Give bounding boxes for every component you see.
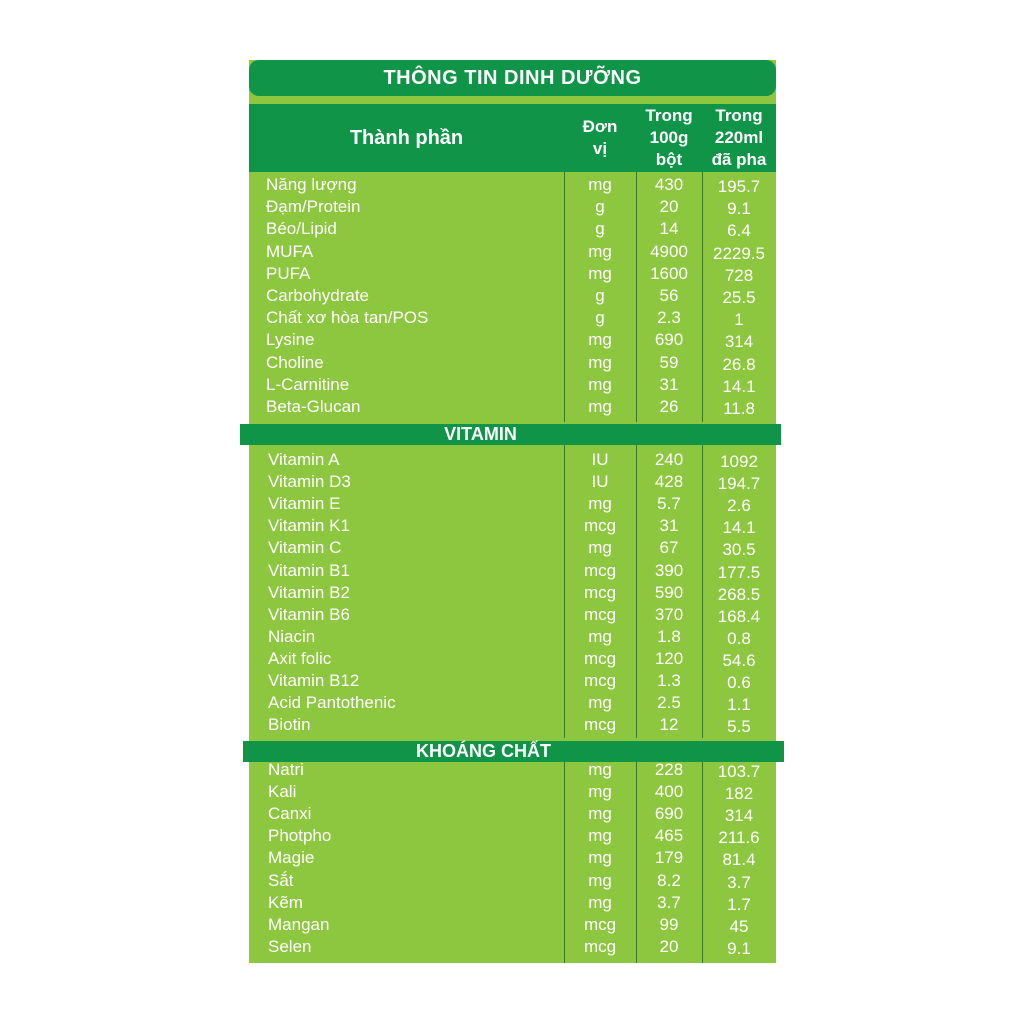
component-name: Photpho <box>268 826 332 846</box>
per-220ml-value: 1.1 <box>727 695 751 715</box>
unit-cell: mg <box>588 397 612 416</box>
component-name: Axit folic <box>268 648 332 668</box>
header-unit <box>564 104 636 172</box>
table-row <box>249 196 776 218</box>
per-220ml-value: 14.1 <box>722 518 756 538</box>
per-100g-value: 120 <box>654 648 684 668</box>
component-name: Vitamin E <box>268 494 341 514</box>
per-220ml-value: 268.5 <box>717 584 761 604</box>
component-name: Selen <box>268 936 312 956</box>
per-100g-value: 428 <box>654 472 684 492</box>
per-100g-value: 20 <box>659 936 679 956</box>
unit-cell: mcg <box>583 516 617 536</box>
component-name: Vitamin K1 <box>268 516 350 536</box>
unit-cell: mcg <box>583 715 617 735</box>
per-220ml-value: 195.7 <box>717 177 761 196</box>
per-100g-value: 179 <box>654 848 684 868</box>
header-unit-line2: vị <box>592 139 608 158</box>
header-per-100g <box>636 104 702 172</box>
component-name: Chất xơ hòa tan/POS <box>266 308 429 328</box>
per-220ml-value: 168.4 <box>717 606 761 626</box>
per-220ml-value: 14.1 <box>722 376 756 396</box>
unit-cell: g <box>595 308 605 328</box>
unit-cell: IU <box>591 472 609 492</box>
unit-cell: mcg <box>583 671 617 690</box>
table-row <box>249 914 776 936</box>
unit-cell: mg <box>588 870 612 890</box>
vitamin-section-header <box>240 424 781 445</box>
header-100g-line3: bột <box>655 150 683 169</box>
table-row <box>249 329 776 351</box>
table-row <box>249 582 776 604</box>
per-100g-value: 20 <box>659 197 679 217</box>
table-row <box>249 870 776 892</box>
per-220ml-value: 30.5 <box>722 540 756 560</box>
unit-cell: g <box>595 219 605 239</box>
unit-cell: mcg <box>583 648 617 668</box>
unit-cell: mcg <box>583 582 617 602</box>
unit-cell: mcg <box>583 560 617 580</box>
table-row <box>249 803 776 825</box>
per-220ml-value: 6.4 <box>727 221 751 241</box>
per-220ml-value: 1.7 <box>727 894 751 914</box>
per-100g-value: 12 <box>659 715 679 735</box>
per-220ml-value: 26.8 <box>722 354 756 374</box>
per-220ml-value: 9.1 <box>727 938 751 958</box>
per-220ml-value: 728 <box>724 265 754 285</box>
per-220ml-value: 1 <box>734 310 744 330</box>
table-row <box>249 515 776 537</box>
component-name: Carbohydrate <box>266 286 370 305</box>
header-component <box>249 104 564 172</box>
table-row <box>249 560 776 582</box>
header-220ml-line1: Trong <box>715 106 763 125</box>
per-100g-value: 8.2 <box>657 870 681 890</box>
component-name: Acid Pantothenic <box>268 693 396 713</box>
table-row <box>249 648 776 670</box>
unit-cell: g <box>595 286 605 305</box>
nutrition-title-text: THÔNG TIN DINH DƯỠNG <box>383 66 642 89</box>
table-row <box>249 892 776 914</box>
table-row <box>249 670 776 692</box>
table-row <box>249 759 776 781</box>
unit-cell: mcg <box>583 914 617 934</box>
header-220ml-line3: đã pha <box>711 150 767 169</box>
per-220ml-value: 81.4 <box>722 850 756 870</box>
per-100g-value: 2.3 <box>657 308 681 328</box>
per-100g-value: 31 <box>659 374 679 394</box>
header-220ml-line2: 220ml <box>714 128 764 147</box>
component-name: Năng lượng <box>266 175 357 194</box>
header-100g-line1: Trong <box>645 106 693 125</box>
per-220ml-value: 182 <box>724 784 754 804</box>
unit-cell: mcg <box>583 936 617 956</box>
table-row <box>249 825 776 847</box>
per-220ml-value: 54.6 <box>722 650 756 670</box>
unit-cell: g <box>595 197 605 217</box>
header-component-label: Thành phần <box>349 127 464 149</box>
component-name: Đạm/Protein <box>266 197 361 217</box>
table-row <box>249 449 776 471</box>
component-name: Vitamin D3 <box>268 472 351 492</box>
per-100g-value: 400 <box>654 782 684 802</box>
unit-cell: mg <box>588 330 612 350</box>
per-100g-value: 430 <box>654 175 684 194</box>
per-220ml-value: 103.7 <box>717 762 761 781</box>
unit-cell: mg <box>588 175 612 194</box>
table-row <box>249 263 776 285</box>
component-name: Magie <box>268 848 315 868</box>
component-name: PUFA <box>266 263 311 283</box>
per-100g-value: 590 <box>654 582 684 602</box>
component-name: Kẽm <box>268 892 303 912</box>
unit-cell: mg <box>588 352 612 372</box>
per-100g-value: 31 <box>659 516 679 536</box>
unit-cell: mg <box>588 892 612 912</box>
per-100g-value: 3.7 <box>657 892 681 912</box>
component-name: Vitamin A <box>268 450 340 469</box>
unit-cell: mg <box>588 538 612 558</box>
table-row <box>249 604 776 626</box>
component-name: Lysine <box>266 330 315 350</box>
component-name: Vitamin B2 <box>268 582 350 602</box>
per-100g-value: 26 <box>659 397 679 416</box>
table-row <box>249 307 776 329</box>
per-100g-value: 465 <box>654 826 684 846</box>
header-100g-line2: 100g <box>649 128 689 147</box>
component-name: Beta-Glucan <box>266 397 361 416</box>
per-220ml-value: 45 <box>729 916 749 936</box>
component-name: Natri <box>268 760 304 779</box>
table-row <box>249 241 776 263</box>
component-name: Mangan <box>268 914 330 934</box>
table-row <box>249 396 776 418</box>
unit-cell: IU <box>591 450 609 469</box>
table-row <box>249 352 776 374</box>
per-220ml-value: 2.6 <box>727 496 751 516</box>
per-220ml-value: 25.5 <box>722 288 756 307</box>
table-row <box>249 781 776 803</box>
unit-cell: mg <box>588 693 612 713</box>
table-row <box>249 692 776 714</box>
per-220ml-value: 2229.5 <box>713 243 765 263</box>
nutrition-title <box>249 60 776 96</box>
per-100g-value: 5.7 <box>657 494 681 514</box>
per-100g-value: 370 <box>654 604 684 624</box>
per-220ml-value: 1092 <box>720 452 758 471</box>
per-220ml-value: 314 <box>724 806 754 826</box>
table-row <box>249 493 776 515</box>
table-header <box>249 104 776 172</box>
per-100g-value: 690 <box>654 330 684 350</box>
table-row <box>249 847 776 869</box>
component-name: Vitamin B6 <box>268 604 350 624</box>
per-100g-value: 1600 <box>650 263 688 283</box>
per-220ml-value: 9.1 <box>727 199 751 219</box>
per-100g-value: 2.5 <box>657 693 681 713</box>
vitamin-section-title: VITAMIN <box>444 424 517 444</box>
per-100g-value: 240 <box>654 450 684 469</box>
per-220ml-value: 177.5 <box>717 562 761 582</box>
unit-cell: mcg <box>583 604 617 624</box>
unit-cell: mg <box>588 760 612 779</box>
per-100g-value: 690 <box>654 804 684 824</box>
table-row <box>249 174 776 196</box>
per-100g-value: 1.8 <box>657 626 681 646</box>
component-name: Vitamin B12 <box>268 671 360 690</box>
table-row <box>249 936 776 958</box>
table-row <box>249 218 776 240</box>
unit-cell: mg <box>588 826 612 846</box>
header-unit-line1: Đơn <box>582 117 618 136</box>
unit-cell: mg <box>588 848 612 868</box>
per-220ml-value: 3.7 <box>727 872 751 892</box>
per-100g-value: 59 <box>659 352 679 372</box>
per-220ml-value: 194.7 <box>717 474 761 494</box>
component-name: Choline <box>266 352 324 372</box>
component-name: Canxi <box>268 804 312 824</box>
component-name: Kali <box>268 782 297 802</box>
table-row <box>249 471 776 493</box>
unit-cell: mg <box>588 263 612 283</box>
unit-cell: mg <box>588 782 612 802</box>
component-name: Biotin <box>268 715 311 735</box>
per-100g-value: 228 <box>654 760 684 779</box>
component-name: L-Carnitine <box>266 374 350 394</box>
component-name: Sắt <box>268 870 294 890</box>
header-per-220ml <box>702 104 776 172</box>
unit-cell: mg <box>588 626 612 646</box>
per-100g-value: 99 <box>659 914 679 934</box>
per-100g-value: 67 <box>659 538 679 558</box>
unit-cell: mg <box>588 241 612 261</box>
per-220ml-value: 314 <box>724 332 754 352</box>
unit-cell: mg <box>588 494 612 514</box>
mineral-section-title: KHOÁNG CHẤT <box>416 741 551 761</box>
table-row <box>249 626 776 648</box>
component-name: MUFA <box>266 241 314 261</box>
component-name: Niacin <box>268 626 316 646</box>
table-row <box>249 285 776 307</box>
component-name: Béo/Lipid <box>266 219 337 239</box>
per-220ml-value: 0.6 <box>727 673 751 692</box>
per-100g-value: 14 <box>659 219 679 239</box>
per-220ml-value: 5.5 <box>727 717 751 737</box>
per-220ml-value: 11.8 <box>723 399 755 418</box>
component-name: Vitamin C <box>268 538 342 558</box>
table-row <box>249 537 776 559</box>
per-220ml-value: 0.8 <box>727 628 751 648</box>
table-row <box>249 714 776 736</box>
unit-cell: mg <box>588 374 612 394</box>
table-row <box>249 374 776 396</box>
component-name: Vitamin B1 <box>268 560 350 580</box>
per-220ml-value: 211.6 <box>718 828 760 848</box>
per-100g-value: 1.3 <box>657 671 681 690</box>
per-100g-value: 390 <box>654 560 684 580</box>
unit-cell: mg <box>588 804 612 824</box>
per-100g-value: 56 <box>659 286 679 305</box>
per-100g-value: 4900 <box>650 241 688 261</box>
